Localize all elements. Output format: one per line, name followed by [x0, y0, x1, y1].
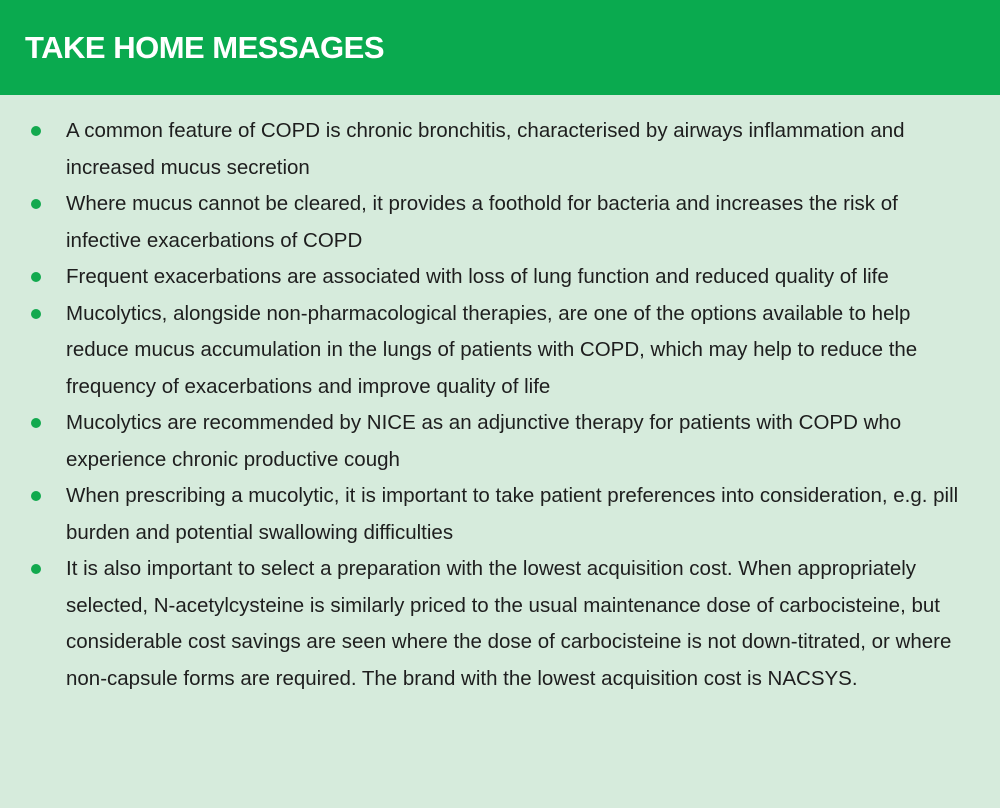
message-text: Frequent exacerbations are associated with loss of lung function and reduced quality of life	[66, 265, 889, 288]
box-header	[0, 0, 1000, 95]
list-item	[29, 259, 978, 296]
list-item	[29, 296, 978, 406]
bullet-dot-icon	[31, 418, 41, 428]
list-item	[29, 186, 978, 259]
message-text: Mucolytics, alongside non-pharmacological therapies, are one of the options available to help reduce mucus accumulation in the lungs of patients with COPD, which may help to reduce the frequency of exacerbations and improve quality of life	[66, 301, 918, 398]
list-item	[29, 113, 978, 186]
list-item	[29, 478, 978, 551]
message-text: When prescribing a mucolytic, it is important to take patient preferences into consideration, e.g. pill burden and potential swallowing difficulties	[66, 484, 959, 544]
box-title: TAKE HOME MESSAGES	[25, 30, 385, 65]
messages-list	[0, 95, 1000, 697]
message-text: It is also important to select a preparation with the lowest acquisition cost. When appropriately selected, N-acetylcysteine is similarly priced to the usual maintenance dose of carbocisteine, but considerable cost savings are seen where the dose of carbocisteine is not down-titrated, or where non-capsule forms are required. The brand with the lowest acquisition cost is NACSYS.	[66, 557, 952, 690]
bullet-dot-icon	[31, 126, 41, 136]
bullet-dot-icon	[31, 199, 41, 209]
bullet-dot-icon	[31, 564, 41, 574]
list-item	[29, 405, 978, 478]
bullet-dot-icon	[31, 491, 41, 501]
list-item	[29, 551, 978, 697]
bullet-dot-icon	[31, 272, 41, 282]
message-text: A common feature of COPD is chronic bronchitis, characterised by airways inflammation and increased mucus secretion	[66, 119, 905, 179]
message-text: Mucolytics are recommended by NICE as an adjunctive therapy for patients with COPD who experience chronic productive cough	[66, 411, 902, 471]
message-text: Where mucus cannot be cleared, it provides a foothold for bacteria and increases the risk of infective exacerbations of COPD	[66, 192, 898, 252]
bullet-dot-icon	[31, 309, 41, 319]
